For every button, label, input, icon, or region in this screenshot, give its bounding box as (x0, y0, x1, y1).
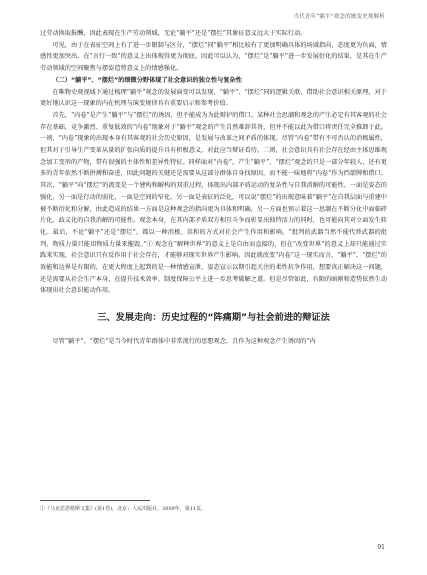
subheading: （二）“躺平”、“摆烂”的细微分野体现了社会意识的独立性与复杂性 (52, 76, 242, 84)
body-text (40, 28, 387, 348)
footnote-divider (40, 500, 150, 501)
paragraph-5: 尽管“躺平”、“摆烂”是当今时代青年群体中非常流行的思想观念，且作为这种观念产生诱因的“内 (52, 338, 316, 346)
paragraph-1: 过劳动换取报酬，因此表现在生产劳动领域，无论“躺平”还是“摆烂”其象征意义远大于实际行动。 (40, 30, 307, 37)
footnote: ①《马克思恩格斯文集》(第1卷)，北京：人民出版社，2009年，第11页。 (40, 506, 207, 512)
section-heading: 三、发展走向：历史过程的“阵痛期”与社会前进的辩证法 (97, 312, 330, 324)
running-head: 当代青年“躺平”观念的嬗变史观解析 (293, 14, 385, 20)
paragraph-4: 首先，“内卷”是产生“躺平”与“摆烂”的诱因，但不能成为为此辩护的借口。某种社会思潮和观念的产生必定有其客观的社会存在基础。竞争激烈、重复低效的“内卷”现象对于“躺平”观念的产生自然难辞其咎，但并不能以此为借口将责任完全推卸于此。一则，“内卷”现象的出现本身有其客观的社会历史原因，是发展与改革之间矛盾的体现。尽管“内卷”带有不可否认的消极属性，但其对于引导生产变革从量的扩张向质的提升具有积极意义，对此应当辩证看待。二则，社会意识具有社会存在经由主体思维观念加工变形的产物，带有很强的主体性和差异性特征。同样面对“内卷”，产生“躺平”、“摆烂”观念的只是一部分年轻人，还有更多的青年依然不断拼搏和奋进，因此问题的关键还是需要从这部分群体自身找原因，而不能一味地将“内卷”作为挡箭牌和借口。其次，“躺平”向“摆烂”的流变是一个建构和解构的双重过程，体现出内部矛盾运动的复杂性与自我消解的可能性。一面是姿态的强化、另一面是行动的弱化，一面是空间的窄化、另一面是表征的泛化，可以说“摆烂”的出现意味着“躺平”在自我层面与重建中被不断衍化和分解，由此造成的结果一方面是这种观念的指向更为具体和明确，另一方面也预示着这一思潮在不断分化中面临碎片化、歧义化的自我消解的可能性。观念本身，在其内部矛盾双方相互斗争而彰显出独特活力的同时，也可能向其对立面发生转化。最后，不论“躺平”还是“摆烂”，都以一种消极、误和的方式对社会产生作用和影响。“批判的武器当然不能代替武器的批判，物质力量只能用物质力量来摧毁。”① 观念在“解释世界”的意义上是自由而直接的，但在“改变世界”的意义上却只能通过实践来实现，社会意识只有反作用于社会存在，才能够对现实世界产生影响。因此就改变“内卷”这一现实而言，“躺平”、“摆烂”的效能和边界是有限的，在更大程度上起到的是一种情感宣泄、姿态宣示以期引起关注的柔性抗争作用，想要真正解决这一问题，还是需要从社会生产本身，在提升技术效率、制度保障公平上进一步思考破解之道。但是尽管如此，有限的暗刚和造势依然生动体现出社会意识能动作用。 (40, 111, 387, 295)
paragraph-3: 在唯物史观视域下通过梳理“躺平”观念的发展演变可以发现，“躺平”、“摆烂”同的逻辑关联，借助社会意识相关原理，对于更好地认识这一现象的内在机理与演变规律具有重要启示和参考价值。 (40, 88, 387, 108)
paragraph-2: 可见，由于在表征空间上有了进一步限制与区分，“摆烂”同“躺平”相比较有了更加明确具体的场域指向，态度更为负面，情感性更加突出。在“言行一致”的意义上出体现得更为彻底。因此可以认为，“摆烂”是“躺平”进一步发展衍化的结果，是其在生产劳动领域的空间聚焦与摆姿造势意义上的情感强化。 (40, 41, 387, 73)
page-number: 91 (377, 544, 385, 551)
